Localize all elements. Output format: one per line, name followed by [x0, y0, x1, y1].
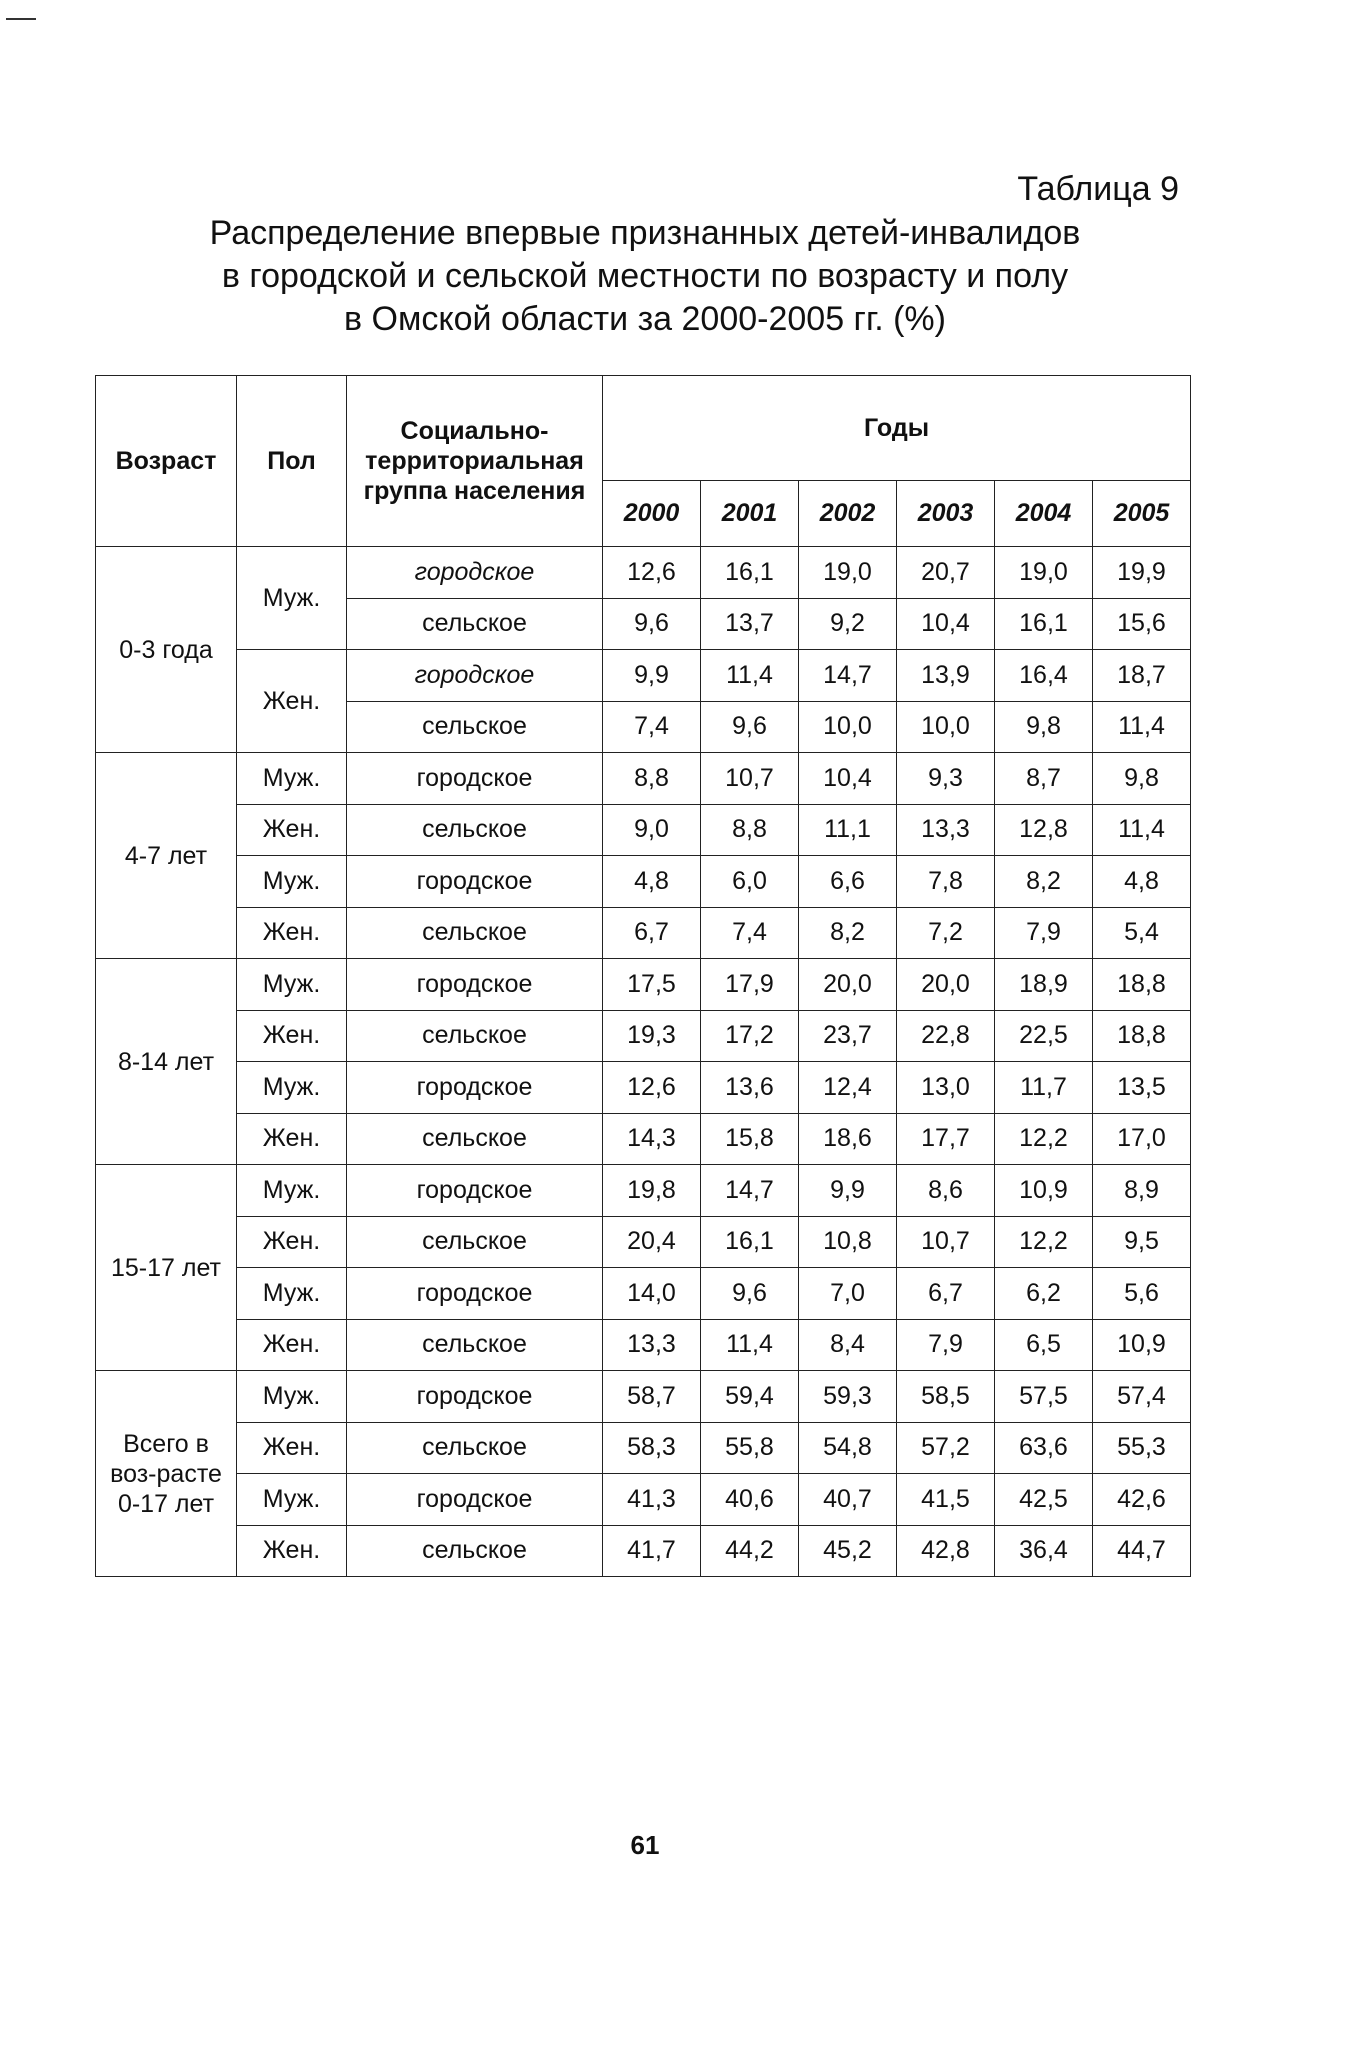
value-cell: 42,5	[995, 1474, 1093, 1526]
sex-cell: Жен.	[237, 1113, 347, 1165]
value-cell: 10,4	[897, 598, 995, 650]
sex-cell: Муж.	[237, 547, 347, 650]
value-cell: 42,6	[1093, 1474, 1191, 1526]
value-cell: 10,7	[701, 753, 799, 805]
value-cell: 9,3	[897, 753, 995, 805]
value-cell: 63,6	[995, 1422, 1093, 1474]
table-row	[96, 1474, 1191, 1526]
value-cell: 18,6	[799, 1113, 897, 1165]
value-cell: 42,8	[897, 1525, 995, 1577]
value-cell: 12,2	[995, 1216, 1093, 1268]
table-row	[96, 547, 1191, 599]
sex-cell: Муж.	[237, 1268, 347, 1320]
value-cell: 17,5	[603, 959, 701, 1011]
value-cell: 11,1	[799, 804, 897, 856]
value-cell: 9,8	[1093, 753, 1191, 805]
value-cell: 14,3	[603, 1113, 701, 1165]
title-line: Распределение впервые признанных детей-инвалидов	[209, 214, 1081, 252]
value-cell: 7,4	[603, 701, 701, 753]
value-cell: 17,0	[1093, 1113, 1191, 1165]
value-cell: 41,3	[603, 1474, 701, 1526]
value-cell: 10,8	[799, 1216, 897, 1268]
table-body	[96, 547, 1191, 1577]
sex-cell: Муж.	[237, 959, 347, 1011]
group-cell: городское	[347, 1268, 603, 1320]
value-cell: 12,4	[799, 1062, 897, 1114]
value-cell: 11,4	[701, 650, 799, 702]
value-cell: 16,4	[995, 650, 1093, 702]
title-line: в Омской области за 2000-2005 гг. (%)	[344, 300, 946, 338]
value-cell: 7,9	[897, 1319, 995, 1371]
sex-cell: Жен.	[237, 650, 347, 753]
value-cell: 20,0	[897, 959, 995, 1011]
header-year: 2000	[603, 481, 701, 547]
value-cell: 10,9	[1093, 1319, 1191, 1371]
sex-cell: Муж.	[237, 1165, 347, 1217]
value-cell: 13,7	[701, 598, 799, 650]
group-cell: городское	[347, 1165, 603, 1217]
value-cell: 22,8	[897, 1010, 995, 1062]
table-row	[96, 1371, 1191, 1423]
value-cell: 58,3	[603, 1422, 701, 1474]
value-cell: 8,7	[995, 753, 1093, 805]
sex-cell: Жен.	[237, 804, 347, 856]
value-cell: 13,5	[1093, 1062, 1191, 1114]
value-cell: 12,2	[995, 1113, 1093, 1165]
group-cell: городское	[347, 856, 603, 908]
value-cell: 14,7	[799, 650, 897, 702]
group-cell: сельское	[347, 1422, 603, 1474]
value-cell: 9,6	[701, 701, 799, 753]
sex-cell: Жен.	[237, 1010, 347, 1062]
value-cell: 11,4	[1093, 804, 1191, 856]
value-cell: 17,2	[701, 1010, 799, 1062]
table-row	[96, 804, 1191, 856]
value-cell: 6,5	[995, 1319, 1093, 1371]
value-cell: 4,8	[1093, 856, 1191, 908]
value-cell: 59,4	[701, 1371, 799, 1423]
age-group-cell: 8-14 лет	[96, 959, 237, 1165]
table-row	[96, 856, 1191, 908]
age-group-cell: 4-7 лет	[96, 753, 237, 959]
value-cell: 18,7	[1093, 650, 1191, 702]
value-cell: 7,8	[897, 856, 995, 908]
value-cell: 9,8	[995, 701, 1093, 753]
value-cell: 19,3	[603, 1010, 701, 1062]
value-cell: 41,5	[897, 1474, 995, 1526]
value-cell: 8,6	[897, 1165, 995, 1217]
value-cell: 14,0	[603, 1268, 701, 1320]
sex-cell: Жен.	[237, 1525, 347, 1577]
value-cell: 58,7	[603, 1371, 701, 1423]
value-cell: 40,7	[799, 1474, 897, 1526]
value-cell: 13,6	[701, 1062, 799, 1114]
value-cell: 10,9	[995, 1165, 1093, 1217]
value-cell: 6,7	[897, 1268, 995, 1320]
value-cell: 10,4	[799, 753, 897, 805]
value-cell: 8,9	[1093, 1165, 1191, 1217]
header-years: Годы	[603, 376, 1191, 481]
value-cell: 6,7	[603, 907, 701, 959]
value-cell: 12,6	[603, 547, 701, 599]
sex-cell: Жен.	[237, 1422, 347, 1474]
table-row	[96, 1268, 1191, 1320]
value-cell: 36,4	[995, 1525, 1093, 1577]
value-cell: 8,2	[799, 907, 897, 959]
page-number: 61	[630, 1830, 660, 1860]
value-cell: 19,0	[995, 547, 1093, 599]
value-cell: 18,8	[1093, 1010, 1191, 1062]
title-line: в городской и сельской местности по возрасту и полу	[221, 257, 1069, 295]
value-cell: 57,2	[897, 1422, 995, 1474]
value-cell: 7,4	[701, 907, 799, 959]
header-sex: Пол	[237, 376, 347, 547]
value-cell: 18,9	[995, 959, 1093, 1011]
value-cell: 19,0	[799, 547, 897, 599]
value-cell: 7,2	[897, 907, 995, 959]
value-cell: 10,7	[897, 1216, 995, 1268]
value-cell: 6,0	[701, 856, 799, 908]
value-cell: 9,2	[799, 598, 897, 650]
group-cell: городское	[347, 650, 603, 702]
value-cell: 44,2	[701, 1525, 799, 1577]
value-cell: 13,3	[897, 804, 995, 856]
value-cell: 17,7	[897, 1113, 995, 1165]
value-cell: 12,6	[603, 1062, 701, 1114]
age-group-cell: 0-3 года	[96, 547, 237, 753]
value-cell: 9,6	[603, 598, 701, 650]
group-cell: сельское	[347, 907, 603, 959]
value-cell: 8,4	[799, 1319, 897, 1371]
value-cell: 12,8	[995, 804, 1093, 856]
value-cell: 18,8	[1093, 959, 1191, 1011]
sex-cell: Муж.	[237, 856, 347, 908]
value-cell: 13,3	[603, 1319, 701, 1371]
value-cell: 54,8	[799, 1422, 897, 1474]
sex-cell: Муж.	[237, 1474, 347, 1526]
header-year: 2005	[1093, 481, 1191, 547]
group-cell: городское	[347, 1474, 603, 1526]
group-cell: сельское	[347, 804, 603, 856]
value-cell: 11,4	[701, 1319, 799, 1371]
value-cell: 55,3	[1093, 1422, 1191, 1474]
value-cell: 57,5	[995, 1371, 1093, 1423]
sex-cell: Жен.	[237, 1319, 347, 1371]
value-cell: 57,4	[1093, 1371, 1191, 1423]
sex-cell: Жен.	[237, 907, 347, 959]
value-cell: 6,6	[799, 856, 897, 908]
value-cell: 20,4	[603, 1216, 701, 1268]
value-cell: 10,0	[799, 701, 897, 753]
table-row	[96, 1422, 1191, 1474]
table-row	[96, 650, 1191, 702]
value-cell: 8,8	[701, 804, 799, 856]
table-row	[96, 1216, 1191, 1268]
table-row	[96, 907, 1191, 959]
value-cell: 10,0	[897, 701, 995, 753]
value-cell: 44,7	[1093, 1525, 1191, 1577]
value-cell: 5,6	[1093, 1268, 1191, 1320]
sex-cell: Муж.	[237, 753, 347, 805]
value-cell: 58,5	[897, 1371, 995, 1423]
value-cell: 7,9	[995, 907, 1093, 959]
value-cell: 16,1	[701, 1216, 799, 1268]
value-cell: 55,8	[701, 1422, 799, 1474]
table-title	[100, 212, 1190, 341]
sex-cell: Муж.	[237, 1062, 347, 1114]
table-number: Таблица 9	[1017, 170, 1179, 208]
value-cell: 8,2	[995, 856, 1093, 908]
value-cell: 22,5	[995, 1010, 1093, 1062]
group-cell: сельское	[347, 1010, 603, 1062]
group-cell: городское	[347, 959, 603, 1011]
value-cell: 15,8	[701, 1113, 799, 1165]
value-cell: 16,1	[995, 598, 1093, 650]
value-cell: 19,9	[1093, 547, 1191, 599]
value-cell: 41,7	[603, 1525, 701, 1577]
table-row	[96, 753, 1191, 805]
sex-cell: Жен.	[237, 1216, 347, 1268]
value-cell: 40,6	[701, 1474, 799, 1526]
table-row	[96, 1525, 1191, 1577]
table-row	[96, 1010, 1191, 1062]
age-group-cell: 15-17 лет	[96, 1165, 237, 1371]
group-cell: сельское	[347, 1319, 603, 1371]
data-table	[95, 375, 1191, 1577]
header-year: 2004	[995, 481, 1093, 547]
value-cell: 14,7	[701, 1165, 799, 1217]
group-cell: сельское	[347, 1525, 603, 1577]
value-cell: 59,3	[799, 1371, 897, 1423]
table-row	[96, 1062, 1191, 1114]
group-cell: сельское	[347, 598, 603, 650]
table-row	[96, 1113, 1191, 1165]
value-cell: 17,9	[701, 959, 799, 1011]
header-group: Социально-территориальная группа населения	[347, 376, 603, 547]
value-cell: 13,0	[897, 1062, 995, 1114]
group-cell: городское	[347, 753, 603, 805]
value-cell: 15,6	[1093, 598, 1191, 650]
value-cell: 9,6	[701, 1268, 799, 1320]
group-cell: городское	[347, 1062, 603, 1114]
value-cell: 9,9	[799, 1165, 897, 1217]
value-cell: 20,7	[897, 547, 995, 599]
value-cell: 16,1	[701, 547, 799, 599]
value-cell: 6,2	[995, 1268, 1093, 1320]
header-year: 2003	[897, 481, 995, 547]
group-cell: городское	[347, 1371, 603, 1423]
group-cell: сельское	[347, 1113, 603, 1165]
value-cell: 9,9	[603, 650, 701, 702]
value-cell: 7,0	[799, 1268, 897, 1320]
table-row	[96, 1319, 1191, 1371]
sex-cell: Муж.	[237, 1371, 347, 1423]
value-cell: 23,7	[799, 1010, 897, 1062]
group-cell: сельское	[347, 1216, 603, 1268]
value-cell: 11,4	[1093, 701, 1191, 753]
value-cell: 20,0	[799, 959, 897, 1011]
group-cell: сельское	[347, 701, 603, 753]
table-row	[96, 1165, 1191, 1217]
value-cell: 8,8	[603, 753, 701, 805]
age-group-cell: Всего в воз-расте 0-17 лет	[96, 1371, 237, 1577]
value-cell: 9,0	[603, 804, 701, 856]
value-cell: 13,9	[897, 650, 995, 702]
value-cell: 5,4	[1093, 907, 1191, 959]
header-year: 2002	[799, 481, 897, 547]
table-row	[96, 959, 1191, 1011]
group-cell: городское	[347, 547, 603, 599]
value-cell: 19,8	[603, 1165, 701, 1217]
value-cell: 45,2	[799, 1525, 897, 1577]
value-cell: 11,7	[995, 1062, 1093, 1114]
header-age: Возраст	[96, 376, 237, 547]
scan-mark	[6, 18, 36, 20]
header-year: 2001	[701, 481, 799, 547]
value-cell: 4,8	[603, 856, 701, 908]
value-cell: 9,5	[1093, 1216, 1191, 1268]
